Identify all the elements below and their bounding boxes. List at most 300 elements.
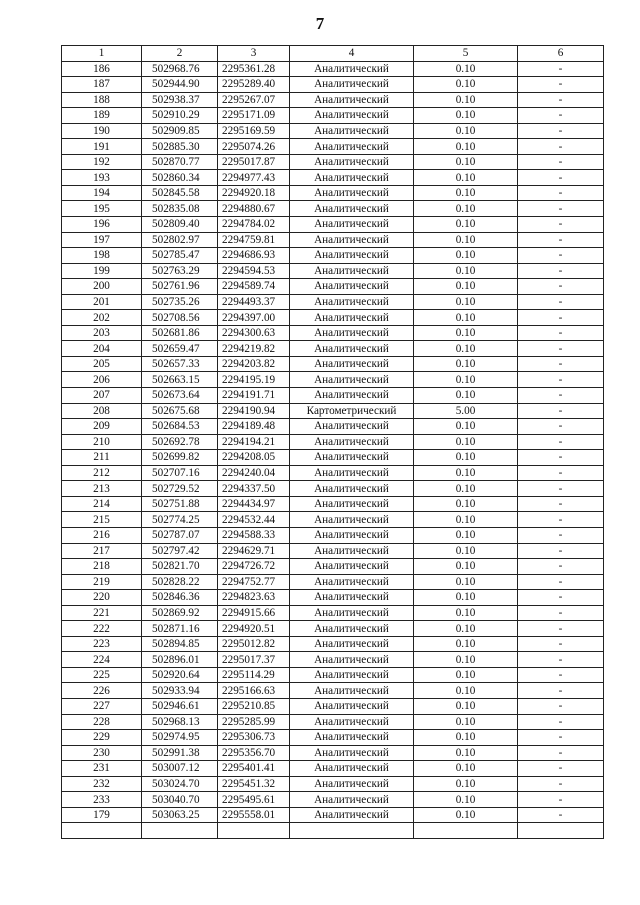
table-cell: Аналитический xyxy=(290,201,414,217)
table-cell: Аналитический xyxy=(290,388,414,404)
table-cell: Аналитический xyxy=(290,527,414,543)
table-cell: 2295306.73 xyxy=(218,730,290,746)
table-cell: Аналитический xyxy=(290,170,414,186)
table-cell: 231 xyxy=(62,761,142,777)
table-cell: - xyxy=(518,201,604,217)
table-cell: 201 xyxy=(62,294,142,310)
table-cell: 0.10 xyxy=(414,201,518,217)
table-cell: 2295267.07 xyxy=(218,92,290,108)
table-cell: 0.10 xyxy=(414,217,518,233)
table-cell: 2294434.97 xyxy=(218,496,290,512)
table-cell: 213 xyxy=(62,481,142,497)
table-cell: - xyxy=(518,683,604,699)
table-cell: Аналитический xyxy=(290,154,414,170)
table-cell: 2294219.82 xyxy=(218,341,290,357)
table-cell: 2295558.01 xyxy=(218,807,290,823)
table-row xyxy=(62,761,604,777)
table-cell: 502729.52 xyxy=(142,481,218,497)
table-cell: Аналитический xyxy=(290,92,414,108)
table-cell: Аналитический xyxy=(290,61,414,77)
table-cell: 2295074.26 xyxy=(218,139,290,155)
table-cell: Аналитический xyxy=(290,605,414,621)
table-row xyxy=(62,465,604,481)
table-cell: 502681.86 xyxy=(142,325,218,341)
column-header: 6 xyxy=(518,46,604,62)
table-cell: 2294208.05 xyxy=(218,450,290,466)
table-cell: 211 xyxy=(62,450,142,466)
table-cell: 502659.47 xyxy=(142,341,218,357)
table-cell: 0.10 xyxy=(414,294,518,310)
table-cell: - xyxy=(518,527,604,543)
table-cell: 219 xyxy=(62,574,142,590)
table-cell: Аналитический xyxy=(290,590,414,606)
table-cell: 2294594.53 xyxy=(218,263,290,279)
table-cell: 230 xyxy=(62,745,142,761)
table-cell: 2294532.44 xyxy=(218,512,290,528)
table-cell: 2294397.00 xyxy=(218,310,290,326)
table-cell: - xyxy=(518,465,604,481)
table-cell: 2294240.04 xyxy=(218,465,290,481)
table-cell: - xyxy=(518,325,604,341)
table-cell: - xyxy=(518,356,604,372)
table-cell: 2295289.40 xyxy=(218,77,290,93)
table-cell: 502933.94 xyxy=(142,683,218,699)
table-cell: 233 xyxy=(62,792,142,808)
table-cell: 2294752.77 xyxy=(218,574,290,590)
table-cell: Аналитический xyxy=(290,325,414,341)
table-cell: 2294977.43 xyxy=(218,170,290,186)
table-cell: 0.10 xyxy=(414,683,518,699)
table-cell: - xyxy=(518,77,604,93)
table-row xyxy=(62,123,604,139)
table-row xyxy=(62,823,604,839)
table-cell: 205 xyxy=(62,356,142,372)
table-row xyxy=(62,185,604,201)
table-cell: 502909.85 xyxy=(142,123,218,139)
table-cell: 186 xyxy=(62,61,142,77)
table-row xyxy=(62,356,604,372)
table-cell: 502675.68 xyxy=(142,403,218,419)
table-cell xyxy=(62,823,142,839)
table-cell: 502787.07 xyxy=(142,527,218,543)
table-cell: 2294337.50 xyxy=(218,481,290,497)
table-cell: 220 xyxy=(62,590,142,606)
table-cell: 502944.90 xyxy=(142,77,218,93)
table-cell: 199 xyxy=(62,263,142,279)
table-row xyxy=(62,730,604,746)
table-cell: 502657.33 xyxy=(142,356,218,372)
table-cell: Аналитический xyxy=(290,481,414,497)
table-row xyxy=(62,232,604,248)
table-cell: Аналитический xyxy=(290,185,414,201)
table-cell: 502751.88 xyxy=(142,496,218,512)
table-cell: - xyxy=(518,434,604,450)
table-cell: 191 xyxy=(62,139,142,155)
table-cell: - xyxy=(518,139,604,155)
table-cell: 0.10 xyxy=(414,465,518,481)
table-cell: 2294880.67 xyxy=(218,201,290,217)
table-cell: 2294588.33 xyxy=(218,527,290,543)
table-cell: Аналитический xyxy=(290,356,414,372)
table-row xyxy=(62,636,604,652)
table-cell: Аналитический xyxy=(290,761,414,777)
table-cell: 502761.96 xyxy=(142,279,218,295)
table-cell: 2295171.09 xyxy=(218,108,290,124)
table-cell: 503063.25 xyxy=(142,807,218,823)
table-cell: Аналитический xyxy=(290,123,414,139)
table-cell: 2295356.70 xyxy=(218,745,290,761)
table-cell: 226 xyxy=(62,683,142,699)
table-row xyxy=(62,434,604,450)
table-cell: 190 xyxy=(62,123,142,139)
column-header: 5 xyxy=(414,46,518,62)
table-row xyxy=(62,279,604,295)
table-row xyxy=(62,496,604,512)
table-cell: 206 xyxy=(62,372,142,388)
table-cell: - xyxy=(518,776,604,792)
table-cell: Аналитический xyxy=(290,792,414,808)
table-row xyxy=(62,792,604,808)
table-cell: - xyxy=(518,123,604,139)
table-cell: 0.10 xyxy=(414,434,518,450)
table-cell: 197 xyxy=(62,232,142,248)
table-cell: 209 xyxy=(62,419,142,435)
table-cell: - xyxy=(518,61,604,77)
table-cell: 187 xyxy=(62,77,142,93)
table-cell: Картометрический xyxy=(290,403,414,419)
table-cell: - xyxy=(518,730,604,746)
table-row xyxy=(62,512,604,528)
table-cell: 0.10 xyxy=(414,310,518,326)
table-cell: 0.10 xyxy=(414,185,518,201)
table-cell: 0.10 xyxy=(414,636,518,652)
table-cell: Аналитический xyxy=(290,512,414,528)
table-cell: - xyxy=(518,108,604,124)
table-cell: 0.10 xyxy=(414,450,518,466)
table-cell: 0.10 xyxy=(414,652,518,668)
table-cell: 2294915.66 xyxy=(218,605,290,621)
table-row xyxy=(62,248,604,264)
table-cell: Аналитический xyxy=(290,574,414,590)
table-cell: Аналитический xyxy=(290,636,414,652)
table-cell: - xyxy=(518,652,604,668)
table-cell: 0.10 xyxy=(414,61,518,77)
table-row xyxy=(62,77,604,93)
table-row xyxy=(62,714,604,730)
table-cell: 0.10 xyxy=(414,605,518,621)
table-row xyxy=(62,543,604,559)
table-cell: 2295114.29 xyxy=(218,667,290,683)
table-cell: 502809.40 xyxy=(142,217,218,233)
column-header: 3 xyxy=(218,46,290,62)
table-cell: 210 xyxy=(62,434,142,450)
table-cell: 227 xyxy=(62,698,142,714)
table-cell: 2294823.63 xyxy=(218,590,290,606)
table-cell: 0.10 xyxy=(414,356,518,372)
table-cell: Аналитический xyxy=(290,621,414,637)
table-cell: 2294920.18 xyxy=(218,185,290,201)
table-cell: 224 xyxy=(62,652,142,668)
table-cell: 192 xyxy=(62,154,142,170)
table-cell: - xyxy=(518,621,604,637)
table-row xyxy=(62,61,604,77)
table-cell: 2295401.41 xyxy=(218,761,290,777)
table-cell: Аналитический xyxy=(290,698,414,714)
table-cell: 502835.08 xyxy=(142,201,218,217)
table-cell: 2295495.61 xyxy=(218,792,290,808)
table-cell: - xyxy=(518,372,604,388)
table-cell: 502774.25 xyxy=(142,512,218,528)
table-cell: Аналитический xyxy=(290,372,414,388)
table-cell: - xyxy=(518,559,604,575)
table-cell: 214 xyxy=(62,496,142,512)
table-cell: 502699.82 xyxy=(142,450,218,466)
table-row xyxy=(62,590,604,606)
table-cell: 502692.78 xyxy=(142,434,218,450)
table-cell: Аналитический xyxy=(290,730,414,746)
table-cell: 2294194.21 xyxy=(218,434,290,450)
table-cell: - xyxy=(518,294,604,310)
table-cell: - xyxy=(518,217,604,233)
table-cell: - xyxy=(518,310,604,326)
table-row xyxy=(62,403,604,419)
table-cell: 0.10 xyxy=(414,590,518,606)
table-cell: Аналитический xyxy=(290,217,414,233)
table-cell: - xyxy=(518,185,604,201)
table-cell: 212 xyxy=(62,465,142,481)
table-cell: 2294629.71 xyxy=(218,543,290,559)
table-cell: 0.10 xyxy=(414,714,518,730)
table-cell: 2294195.19 xyxy=(218,372,290,388)
table-row xyxy=(62,605,604,621)
table-cell: 0.10 xyxy=(414,232,518,248)
table-cell: Аналитический xyxy=(290,496,414,512)
table-cell: 0.10 xyxy=(414,248,518,264)
table-cell: 503007.12 xyxy=(142,761,218,777)
table-cell: 207 xyxy=(62,388,142,404)
table-cell: 215 xyxy=(62,512,142,528)
table-cell xyxy=(414,823,518,839)
table-cell: - xyxy=(518,714,604,730)
table-row xyxy=(62,108,604,124)
table-row xyxy=(62,170,604,186)
table-row xyxy=(62,450,604,466)
table-cell: Аналитический xyxy=(290,263,414,279)
table-row xyxy=(62,559,604,575)
table-cell: - xyxy=(518,248,604,264)
table-cell: 0.10 xyxy=(414,574,518,590)
table-cell: 218 xyxy=(62,559,142,575)
table-cell xyxy=(290,823,414,839)
table-cell: 502869.92 xyxy=(142,605,218,621)
table-cell: 502871.16 xyxy=(142,621,218,637)
table-cell: 0.10 xyxy=(414,77,518,93)
table-row xyxy=(62,154,604,170)
table-cell: 0.10 xyxy=(414,621,518,637)
table-row xyxy=(62,217,604,233)
table-cell: Аналитический xyxy=(290,434,414,450)
table-cell: 195 xyxy=(62,201,142,217)
table-cell: 217 xyxy=(62,543,142,559)
table-cell: 502763.29 xyxy=(142,263,218,279)
table-cell: - xyxy=(518,403,604,419)
table-cell: - xyxy=(518,605,604,621)
table-cell: 0.10 xyxy=(414,761,518,777)
table-cell: 502885.30 xyxy=(142,139,218,155)
table-cell xyxy=(142,823,218,839)
table-cell: - xyxy=(518,512,604,528)
table-row xyxy=(62,263,604,279)
table-cell: 0.10 xyxy=(414,92,518,108)
table-cell: 503024.70 xyxy=(142,776,218,792)
table-cell: 222 xyxy=(62,621,142,637)
table-cell: 0.10 xyxy=(414,170,518,186)
table-cell: 2295285.99 xyxy=(218,714,290,730)
table-cell xyxy=(218,823,290,839)
table-row xyxy=(62,807,604,823)
table-row xyxy=(62,325,604,341)
table-cell: - xyxy=(518,92,604,108)
table-cell: 0.10 xyxy=(414,527,518,543)
table-cell: Аналитический xyxy=(290,139,414,155)
table-cell: Аналитический xyxy=(290,108,414,124)
table-cell: 2295012.82 xyxy=(218,636,290,652)
table-cell: 0.10 xyxy=(414,481,518,497)
table-cell: 502845.58 xyxy=(142,185,218,201)
table-cell: Аналитический xyxy=(290,745,414,761)
table-cell: 223 xyxy=(62,636,142,652)
table-cell: - xyxy=(518,496,604,512)
table-cell: Аналитический xyxy=(290,807,414,823)
table-cell: 2294686.93 xyxy=(218,248,290,264)
table-cell: - xyxy=(518,761,604,777)
table-cell: - xyxy=(518,450,604,466)
table-cell: 0.10 xyxy=(414,807,518,823)
table-cell: Аналитический xyxy=(290,465,414,481)
table-cell: 2294190.94 xyxy=(218,403,290,419)
table-cell: - xyxy=(518,807,604,823)
table-cell: 502663.15 xyxy=(142,372,218,388)
table-cell: 502707.16 xyxy=(142,465,218,481)
table-cell: 229 xyxy=(62,730,142,746)
table-cell: - xyxy=(518,341,604,357)
table-cell: 204 xyxy=(62,341,142,357)
table-row xyxy=(62,621,604,637)
table-cell: Аналитический xyxy=(290,232,414,248)
table-cell: 0.10 xyxy=(414,730,518,746)
table-cell: 2294191.71 xyxy=(218,388,290,404)
table-cell: - xyxy=(518,232,604,248)
table-row xyxy=(62,574,604,590)
table-cell: 502974.95 xyxy=(142,730,218,746)
table-cell: 502946.61 xyxy=(142,698,218,714)
table-cell: 502968.13 xyxy=(142,714,218,730)
table-cell: 188 xyxy=(62,92,142,108)
table-cell: 0.10 xyxy=(414,139,518,155)
table-cell: Аналитический xyxy=(290,667,414,683)
table-cell: 2295210.85 xyxy=(218,698,290,714)
table-cell: 0.10 xyxy=(414,698,518,714)
table-cell: 0.10 xyxy=(414,108,518,124)
table-cell: 198 xyxy=(62,248,142,264)
table-cell: - xyxy=(518,792,604,808)
table-cell: 0.10 xyxy=(414,776,518,792)
table-cell: 221 xyxy=(62,605,142,621)
coordinates-table xyxy=(61,45,604,839)
table-cell: 2294493.37 xyxy=(218,294,290,310)
table-header-row xyxy=(62,46,604,62)
table-cell: Аналитический xyxy=(290,310,414,326)
table-row xyxy=(62,372,604,388)
table-cell: 0.10 xyxy=(414,745,518,761)
table-cell: 502896.01 xyxy=(142,652,218,668)
table-cell: 502708.56 xyxy=(142,310,218,326)
table-cell: - xyxy=(518,388,604,404)
table-cell: Аналитический xyxy=(290,248,414,264)
table-cell: 502797.42 xyxy=(142,543,218,559)
table-cell: Аналитический xyxy=(290,77,414,93)
table-cell: 0.10 xyxy=(414,372,518,388)
table-cell: 0.10 xyxy=(414,123,518,139)
table-cell: - xyxy=(518,667,604,683)
table-cell: 0.10 xyxy=(414,154,518,170)
table-cell: 502968.76 xyxy=(142,61,218,77)
page-number: 7 xyxy=(315,14,325,33)
table-cell: 2294203.82 xyxy=(218,356,290,372)
table-cell: 193 xyxy=(62,170,142,186)
table-cell: - xyxy=(518,698,604,714)
table-cell: 228 xyxy=(62,714,142,730)
table-row xyxy=(62,698,604,714)
table-cell: 502828.22 xyxy=(142,574,218,590)
table-cell: - xyxy=(518,590,604,606)
table-cell: 225 xyxy=(62,667,142,683)
table-cell: Аналитический xyxy=(290,450,414,466)
table-cell: 208 xyxy=(62,403,142,419)
table-cell: - xyxy=(518,263,604,279)
table-row xyxy=(62,310,604,326)
column-header: 1 xyxy=(62,46,142,62)
table-row xyxy=(62,745,604,761)
table-cell: 232 xyxy=(62,776,142,792)
table-row xyxy=(62,139,604,155)
table-cell: 2295451.32 xyxy=(218,776,290,792)
table-cell: 2295166.63 xyxy=(218,683,290,699)
table-cell: Аналитический xyxy=(290,341,414,357)
table-cell: 502938.37 xyxy=(142,92,218,108)
table-cell: 2294589.74 xyxy=(218,279,290,295)
table-cell: 2294189.48 xyxy=(218,419,290,435)
table-cell: 0.10 xyxy=(414,419,518,435)
table-row xyxy=(62,388,604,404)
table-cell: 202 xyxy=(62,310,142,326)
table-cell: 2294300.63 xyxy=(218,325,290,341)
table-cell: 0.10 xyxy=(414,512,518,528)
table-cell: 2294726.72 xyxy=(218,559,290,575)
table-row xyxy=(62,683,604,699)
table-row xyxy=(62,201,604,217)
table-cell: 502684.53 xyxy=(142,419,218,435)
table-row xyxy=(62,92,604,108)
table-cell: 2294784.02 xyxy=(218,217,290,233)
table-cell: Аналитический xyxy=(290,776,414,792)
table-cell: 502860.34 xyxy=(142,170,218,186)
table-cell: Аналитический xyxy=(290,714,414,730)
table-cell: 0.10 xyxy=(414,667,518,683)
table-cell: 0.10 xyxy=(414,559,518,575)
table-cell: 502785.47 xyxy=(142,248,218,264)
table-cell: - xyxy=(518,543,604,559)
